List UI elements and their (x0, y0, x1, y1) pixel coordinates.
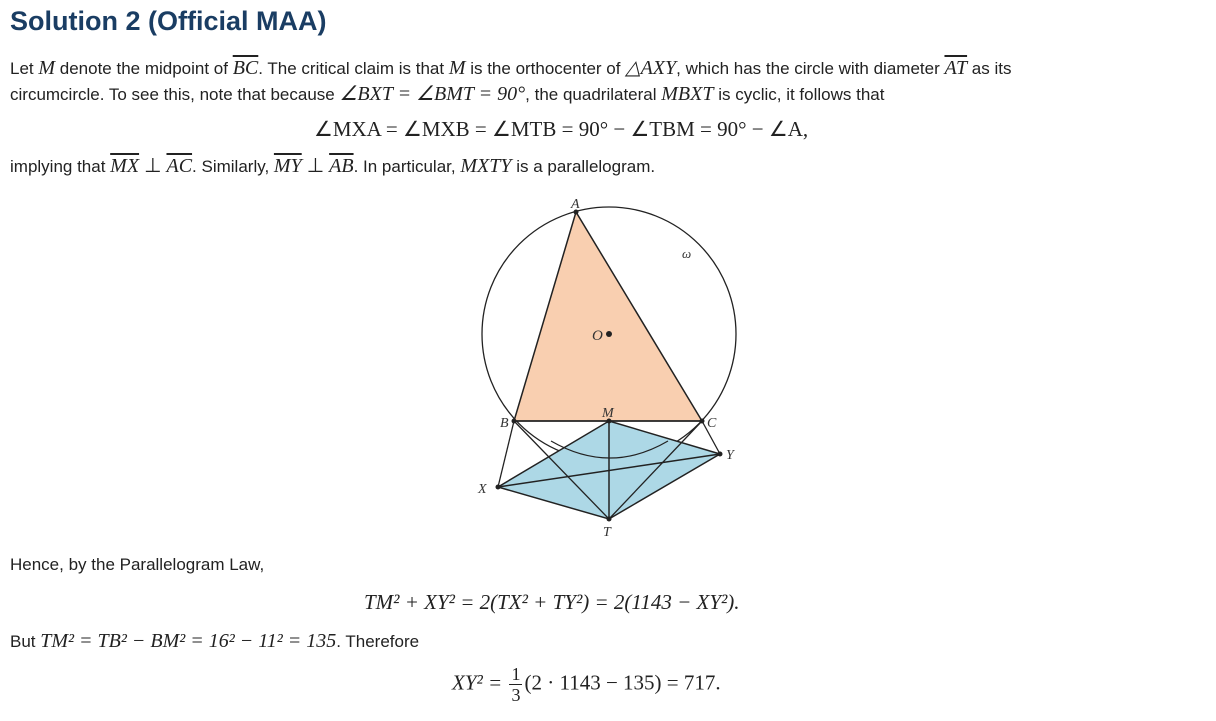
math-segment-bc: $\overline{BC}$ (232, 57, 259, 79)
label-omega: ω (682, 246, 692, 261)
fraction-denominator: 3 (511, 685, 521, 705)
paragraph-parallelogram-law: Hence, by the Parallelogram Law, (10, 555, 265, 574)
math-mxty: MXTY (460, 155, 512, 177)
math-triangle-axy: △AXY (625, 57, 677, 79)
text: . Therefore (336, 632, 420, 651)
text: . In particular, (353, 157, 461, 176)
point-b (512, 419, 517, 424)
paragraph-intro-line1 (10, 55, 1011, 82)
text: Let (10, 59, 39, 78)
label-o: O (592, 328, 603, 344)
paragraph-implying (10, 153, 655, 180)
text: denote the midpoint of (55, 59, 233, 78)
text: as its (967, 59, 1012, 78)
point-x (496, 485, 501, 490)
label-a: A (571, 197, 580, 212)
math-m: M (38, 57, 56, 79)
fraction-one-third (509, 664, 522, 705)
text: But (10, 632, 41, 651)
triangle-abc (514, 212, 702, 421)
point-c (700, 419, 705, 424)
text: implying that (10, 157, 111, 176)
fraction-numerator: 1 (511, 664, 521, 684)
equation-angles: ∠MXA = ∠MXB = ∠MTB = 90° − ∠TBM = 90° − ∠A, (314, 117, 809, 141)
label-y: Y (726, 448, 734, 463)
math-m: M (448, 57, 466, 79)
math-tm-squared: TM² = TB² − BM² = 16² − 11² = 135 (40, 630, 337, 652)
text: is the orthocenter of (465, 59, 626, 78)
perp-symbol: ⊥ (139, 155, 167, 177)
geometry-figure (470, 192, 750, 542)
paragraph-intro-line2 (10, 81, 884, 108)
math-segment-at: $\overline{AT}$ (944, 57, 968, 79)
math-segment-ac: $\overline{AC}$ (166, 155, 193, 177)
label-c: C (707, 416, 717, 431)
math-mbxt: MBXT (661, 83, 714, 105)
text: is cyclic, it follows that (713, 85, 885, 104)
point-o (606, 331, 612, 337)
math-angle-equality: ∠BXT = ∠BMT = 90° (339, 83, 526, 105)
math-segment-mx: $\overline{MX}$ (110, 155, 140, 177)
label-b: B (500, 416, 509, 431)
equation-text: TM² + XY² = 2(TX² + TY²) = 2(1143 − XY²). (364, 590, 740, 614)
text: is a parallelogram. (511, 157, 656, 176)
point-t (607, 517, 612, 522)
paragraph-but (10, 628, 419, 655)
point-y (718, 452, 723, 457)
label-m: M (602, 406, 614, 421)
equation-final (452, 664, 721, 705)
equation-lhs: XY² = (452, 670, 508, 695)
text: circumcircle. To see this, note that because (10, 85, 340, 104)
section-title: Solution 2 (Official MAA) (10, 6, 327, 36)
perp-symbol: ⊥ (301, 155, 330, 177)
label-t: T (603, 525, 611, 540)
text: , the quadrilateral (525, 85, 662, 104)
text: . The critical claim is that (258, 59, 449, 78)
equation-rhs: (2 · 1143 − 135) = 717. (524, 670, 721, 695)
text: . Similarly, (192, 157, 274, 176)
math-segment-my: $\overline{MY}$ (273, 155, 302, 177)
math-segment-ab: $\overline{AB}$ (329, 155, 354, 177)
equation-parallelogram (364, 590, 740, 615)
text: , which has the circle with diameter (676, 59, 945, 78)
label-x: X (478, 482, 487, 497)
